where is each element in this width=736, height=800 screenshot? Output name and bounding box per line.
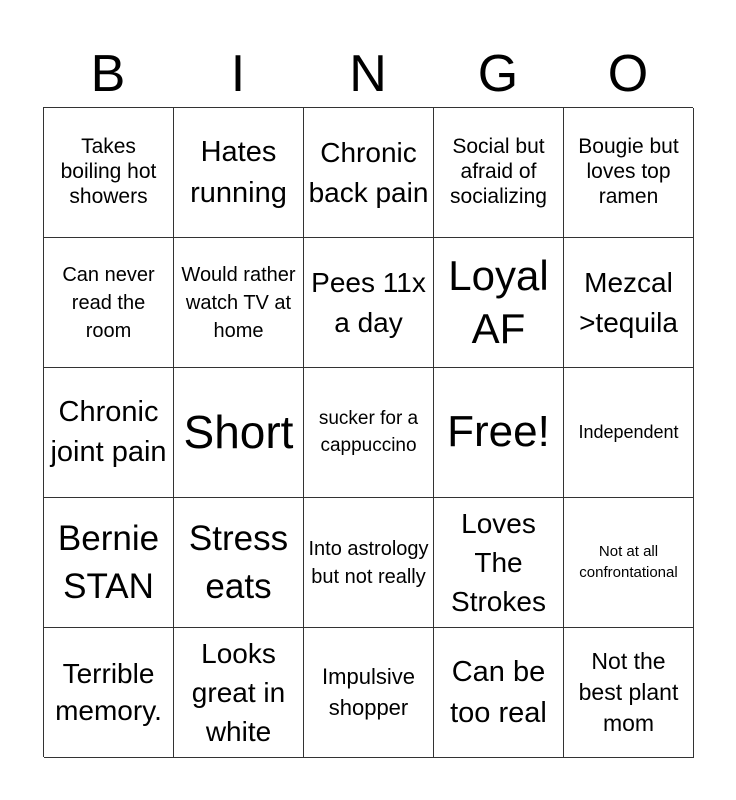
bingo-cell[interactable] <box>44 108 174 238</box>
bingo-cell[interactable] <box>434 368 564 498</box>
bingo-cell[interactable] <box>44 498 174 628</box>
bingo-cell[interactable] <box>434 628 564 758</box>
cell-text: Mezcal >tequila <box>579 267 678 338</box>
bingo-cell[interactable] <box>434 238 564 368</box>
cell-text: Social but afraid of socializing <box>450 135 547 208</box>
cell-text: Would rather watch TV at home <box>181 263 296 342</box>
cell-text: Hates running <box>190 135 287 209</box>
cell-text: Bougie but loves top ramen <box>578 135 679 208</box>
cell-text: Bernie STAN <box>57 519 160 606</box>
bingo-cell[interactable] <box>174 628 304 758</box>
cell-text: Chronic joint pain <box>50 396 167 468</box>
cell-text: Free! <box>447 407 550 457</box>
cell-text: Takes boiling hot showers <box>60 135 157 208</box>
bingo-cell[interactable] <box>564 628 694 758</box>
cell-text: Into astrology but not really <box>308 537 429 588</box>
cell-text: Terrible memory. <box>55 658 162 726</box>
bingo-cell[interactable] <box>304 108 434 238</box>
bingo-cell[interactable] <box>174 108 304 238</box>
cell-text: Short <box>183 406 294 459</box>
bingo-cell[interactable] <box>304 368 434 498</box>
bingo-cell[interactable] <box>564 108 694 238</box>
header-letter-b: B <box>90 45 126 103</box>
bingo-cell[interactable] <box>304 498 434 628</box>
header-letter-i: I <box>230 45 246 103</box>
header-letter-n: N <box>349 45 387 103</box>
bingo-cell[interactable] <box>174 238 304 368</box>
bingo-cell[interactable] <box>174 368 304 498</box>
cell-text: sucker for a cappuccino <box>318 407 419 456</box>
cell-text: Loyal AF <box>448 252 549 352</box>
bingo-cell[interactable] <box>434 108 564 238</box>
bingo-header <box>43 42 693 106</box>
cell-text: Chronic back pain <box>308 137 429 208</box>
cell-text: Looks great in white <box>191 637 286 748</box>
cell-text: Loves The Strokes <box>451 507 546 618</box>
bingo-cell[interactable] <box>44 368 174 498</box>
cell-text: Can be too real <box>450 655 547 729</box>
bingo-cell[interactable] <box>564 238 694 368</box>
cell-text: Not at all confrontational <box>579 543 678 581</box>
bingo-cell[interactable] <box>434 498 564 628</box>
cell-text: Pees 11x a day <box>311 267 426 338</box>
cell-text: Stress eats <box>188 519 289 606</box>
bingo-cell[interactable] <box>304 238 434 368</box>
cell-text: Impulsive shopper <box>322 663 415 720</box>
bingo-cell[interactable] <box>564 368 694 498</box>
header-letter-g: G <box>477 45 519 103</box>
cell-text: Not the best plant mom <box>578 647 679 737</box>
bingo-board <box>43 107 693 757</box>
bingo-cell[interactable] <box>44 628 174 758</box>
bingo-cell[interactable] <box>304 628 434 758</box>
bingo-cell[interactable] <box>44 238 174 368</box>
cell-text: Independent <box>578 421 679 442</box>
bingo-cell[interactable] <box>564 498 694 628</box>
header-letter-o: O <box>607 45 649 103</box>
bingo-cell[interactable] <box>174 498 304 628</box>
cell-text: Can never read the room <box>62 263 155 342</box>
